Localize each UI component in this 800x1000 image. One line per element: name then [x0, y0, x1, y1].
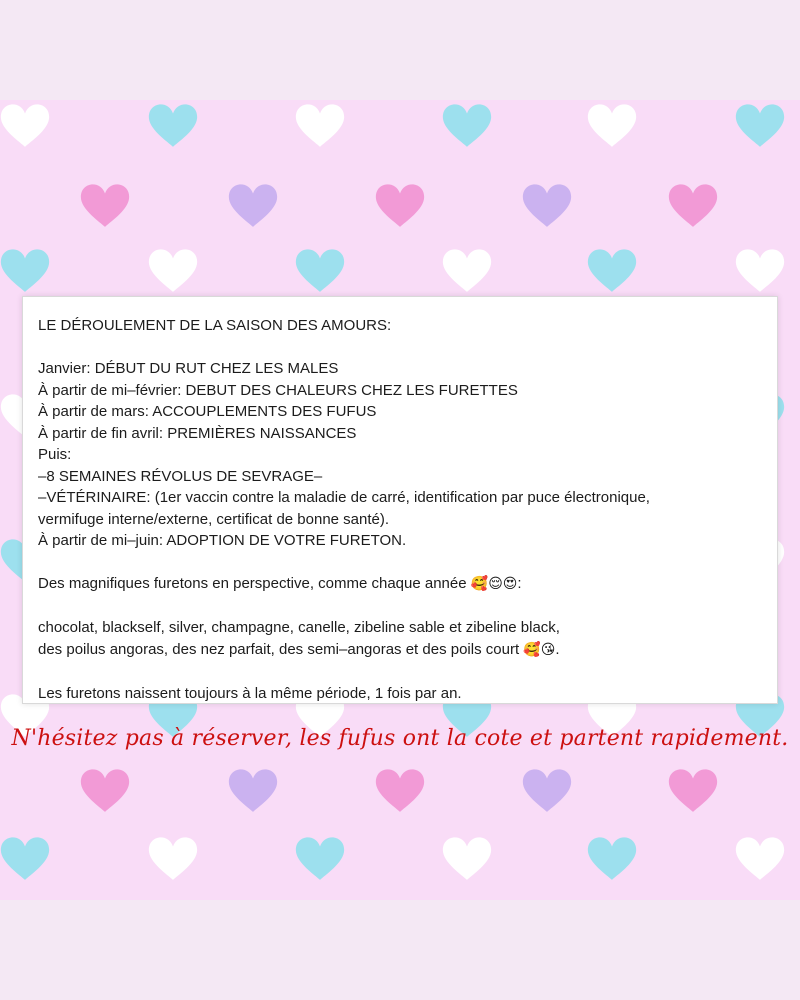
schedule-line-vet: –VÉTÉRINAIRE: (1er vaccin contre la maladie de carré, identification par puce électronique, — [38, 489, 650, 506]
colors-line-1: chocolat, blackself, silver, champagne, canelle, zibeline sable et zibeline black, — [38, 619, 560, 636]
schedule-line-february: À partir de mi–février: DEBUT DES CHALEURS CHEZ LES FURETTES — [38, 381, 518, 399]
schedule-line-vet-cont: vermifuge interne/externe, certificat de bonne santé). — [38, 510, 390, 528]
schedule-line-january: Janvier: DÉBUT DU RUT CHEZ LES MALES — [38, 360, 339, 377]
perspective-colon: : — [517, 575, 522, 592]
season-info-card — [22, 296, 778, 704]
schedule-line-march: À partir de mars: ACCOUPLEMENTS DES FUFUS — [38, 403, 377, 420]
smiling-faces-icon: 🥰😌😍 — [470, 576, 518, 592]
schedule-line-then: Puis: — [38, 446, 72, 463]
reserve-banner: N'hésitez pas à réserver, les fufus ont la cote et partent rapidement. — [11, 726, 789, 751]
colors-line-2 — [38, 639, 761, 662]
perspective-line — [38, 573, 761, 596]
background-bottom-band — [0, 900, 800, 1000]
colors-line-2-period: . — [555, 640, 560, 658]
schedule-line-april: À partir de fin avril: PREMIÈRES NAISSANCES — [38, 424, 357, 442]
card-footer: Les furetons naissent toujours à la même période, 1 fois par an. — [38, 684, 462, 702]
perspective-text: Des magnifiques furetons en perspective, comme chaque année — [38, 575, 471, 592]
colors-line-2-text: des poilus angoras, des nez parfait, des semi–angoras et des poils court — [38, 640, 524, 658]
background-top-band — [0, 0, 800, 100]
kiss-faces-icon: 🥰😘 — [523, 641, 556, 658]
card-title: LE DÉROULEMENT DE LA SAISON DES AMOURS: — [38, 317, 392, 334]
schedule-line-june: À partir de mi–juin: ADOPTION DE VOTRE FURETON. — [38, 532, 407, 549]
schedule-line-weaning: –8 SEMAINES RÉVOLUS DE SEVRAGE– — [38, 467, 323, 485]
